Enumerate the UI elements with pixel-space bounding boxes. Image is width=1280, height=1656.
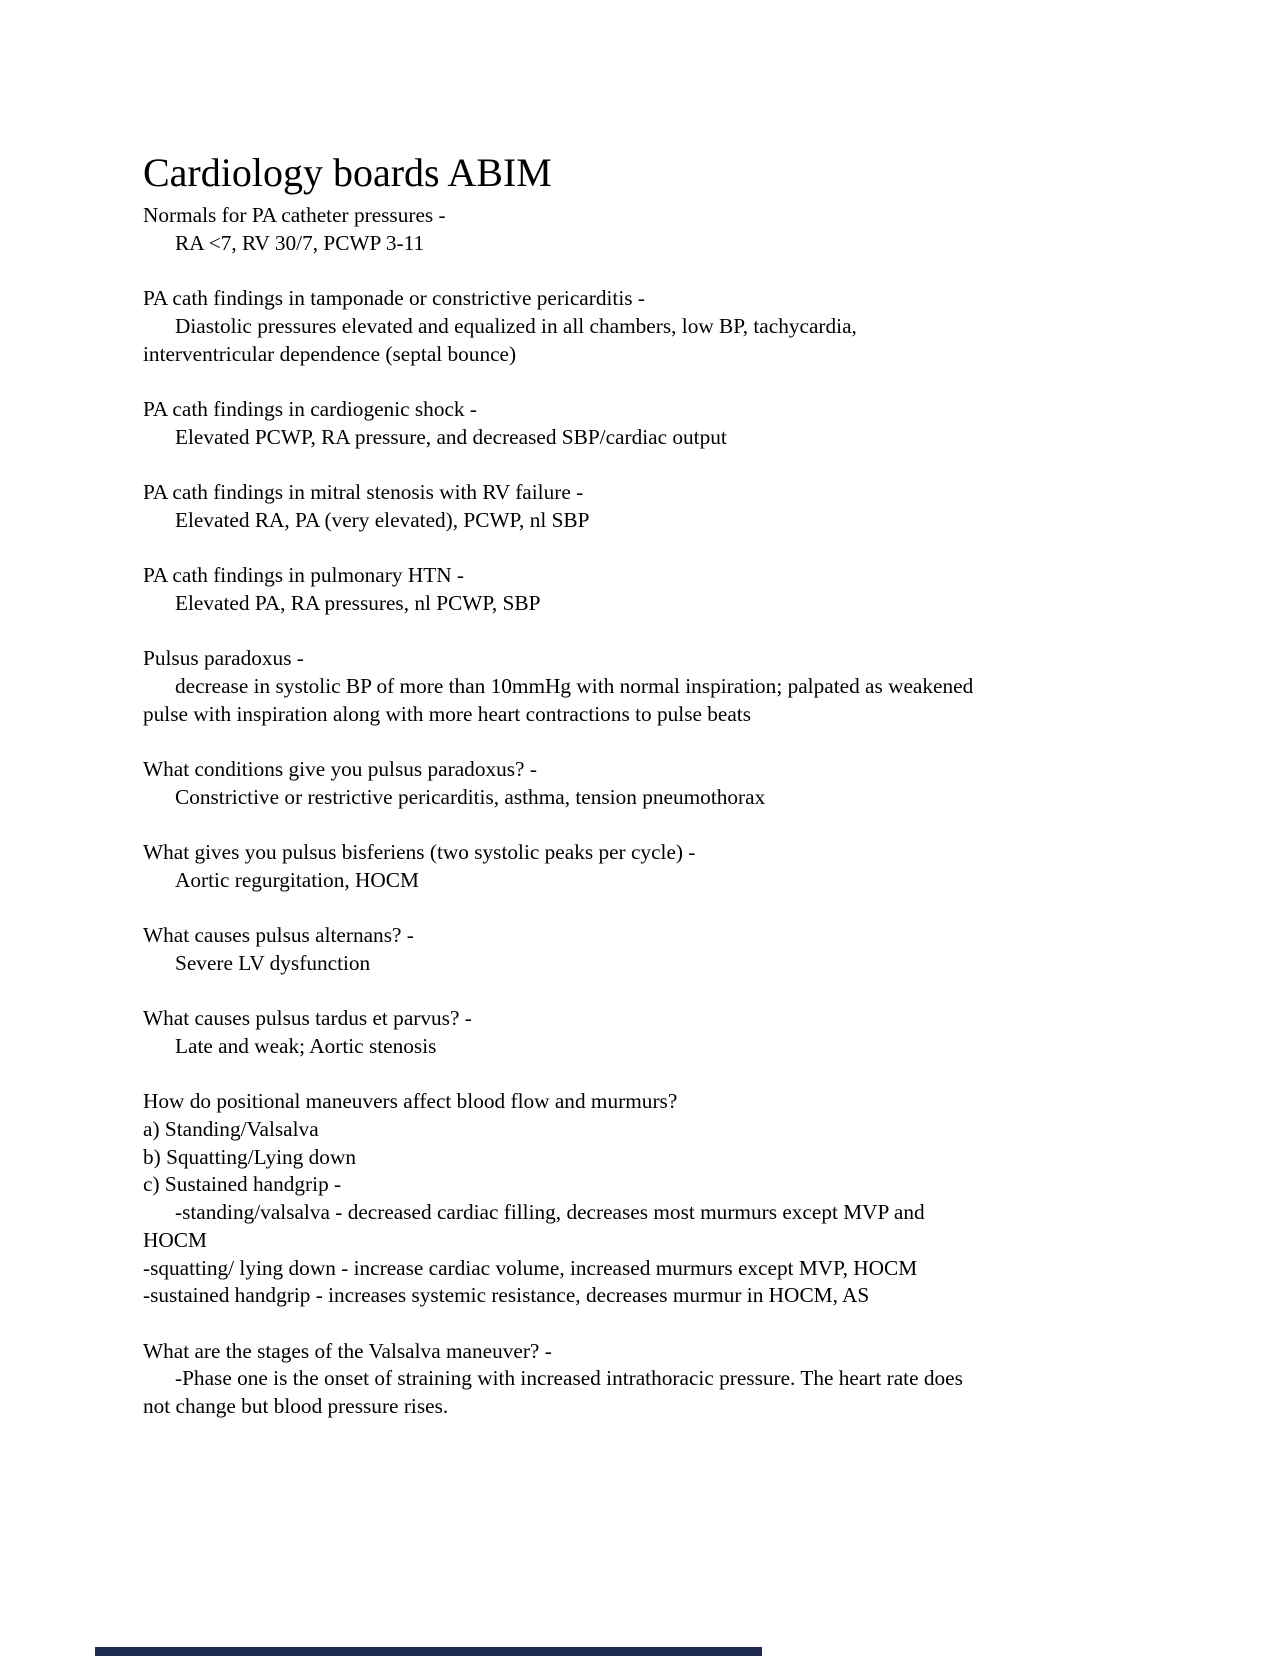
text-line: PA cath findings in mitral stenosis with RV failure - xyxy=(143,479,584,504)
text-line: Severe LV dysfunction xyxy=(175,950,371,975)
qa-block xyxy=(143,839,1153,894)
qa-block xyxy=(143,1088,1153,1310)
text-line: decrease in systolic BP of more than 10mmHg with normal inspiration; palpated as weakened xyxy=(175,673,974,698)
text-line: Pulsus paradoxus - xyxy=(143,646,304,671)
text-line: PA cath findings in cardiogenic shock - xyxy=(143,396,477,421)
text-line: Late and weak; Aortic stenosis xyxy=(175,1033,437,1058)
qa-block xyxy=(143,285,1153,368)
text-line: c) Sustained handgrip - xyxy=(143,1172,342,1197)
qa-block xyxy=(143,562,1153,617)
text-line: -sustained handgrip - increases systemic resistance, decreases murmur in HOCM, AS xyxy=(143,1283,870,1308)
text-line: PA cath findings in pulmonary HTN - xyxy=(143,563,465,588)
text-line: Constrictive or restrictive pericarditis, asthma, tension pneumothorax xyxy=(175,784,766,809)
qa-block xyxy=(143,645,1153,728)
qa-block xyxy=(143,479,1153,534)
bottom-partial-bar xyxy=(95,1647,762,1656)
qa-block xyxy=(143,922,1153,977)
document-blocks xyxy=(143,202,1153,1421)
qa-block xyxy=(143,1338,1153,1421)
document-content xyxy=(143,150,1153,1421)
text-line: Aortic regurgitation, HOCM xyxy=(175,867,419,892)
text-line: a) Standing/Valsalva xyxy=(143,1117,319,1142)
qa-block xyxy=(143,202,1153,257)
qa-block xyxy=(143,756,1153,811)
text-line: -squatting/ lying down - increase cardiac volume, increased murmurs except MVP, HOCM xyxy=(143,1255,918,1280)
text-line: Normals for PA catheter pressures - xyxy=(143,203,446,227)
text-line: -standing/valsalva - decreased cardiac filling, decreases most murmurs except MVP and xyxy=(175,1200,925,1225)
text-line: PA cath findings in tamponade or constrictive pericarditis - xyxy=(143,286,645,311)
text-line: HOCM xyxy=(143,1227,207,1252)
text-line: Elevated PCWP, RA pressure, and decreased SBP/cardiac output xyxy=(175,424,727,449)
text-line: pulse with inspiration along with more heart contractions to pulse beats xyxy=(143,701,752,726)
text-line: What gives you pulsus bisferiens (two systolic peaks per cycle) - xyxy=(143,840,696,865)
text-line: Diastolic pressures elevated and equalized in all chambers, low BP, tachycardia, xyxy=(175,313,857,338)
text-line: -Phase one is the onset of straining with increased intrathoracic pressure. The heart rate does xyxy=(175,1366,963,1391)
text-line: What are the stages of the Valsalva maneuver? - xyxy=(143,1338,552,1363)
text-line: b) Squatting/Lying down xyxy=(143,1144,356,1169)
qa-block xyxy=(143,396,1153,451)
text-line: What causes pulsus alternans? - xyxy=(143,923,414,948)
text-line: RA <7, RV 30/7, PCWP 3-11 xyxy=(175,230,425,255)
text-line: What causes pulsus tardus et parvus? - xyxy=(143,1006,472,1031)
text-line: Elevated PA, RA pressures, nl PCWP, SBP xyxy=(175,590,541,615)
text-line: How do positional maneuvers affect blood flow and murmurs? xyxy=(143,1089,678,1114)
document-title: Cardiology boards ABIM xyxy=(143,150,552,195)
text-line: not change but blood pressure rises. xyxy=(143,1394,449,1419)
qa-block xyxy=(143,1005,1153,1060)
text-line: interventricular dependence (septal bounce) xyxy=(143,341,517,366)
text-line: Elevated RA, PA (very elevated), PCWP, nl SBP xyxy=(175,507,590,532)
text-line: What conditions give you pulsus paradoxus? - xyxy=(143,756,537,781)
